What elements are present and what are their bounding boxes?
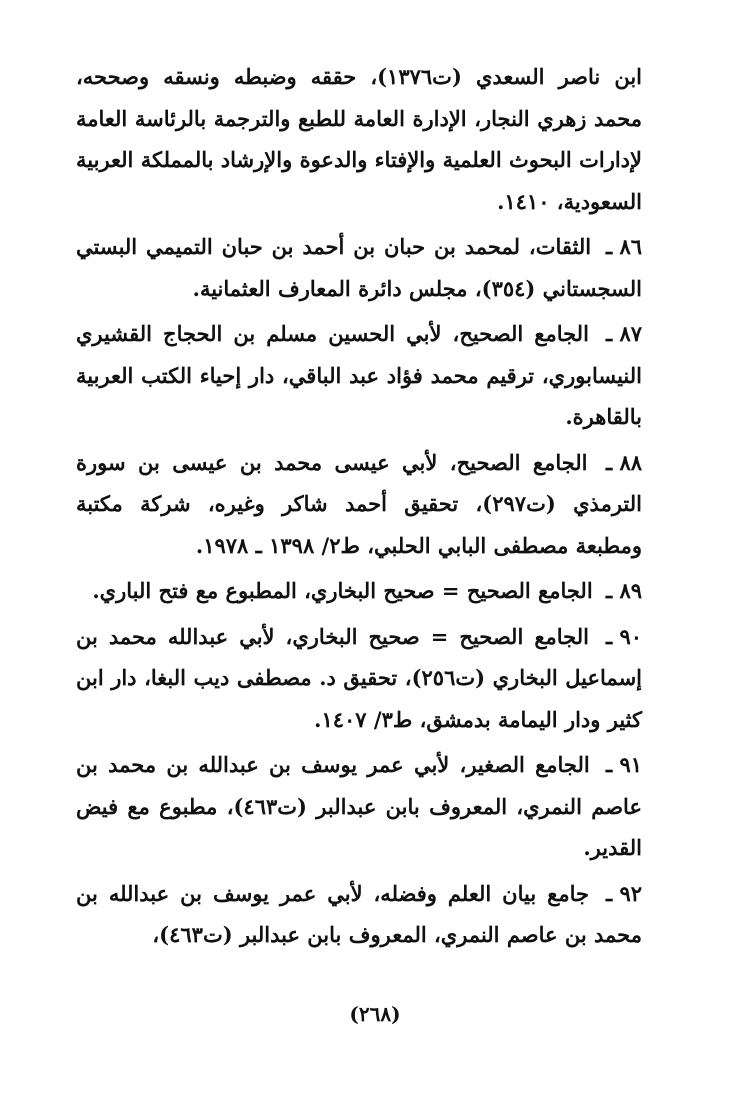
entry-number: ٨٧ ـ xyxy=(605,321,643,346)
bibliography-entry-continuation xyxy=(76,56,642,222)
entry-text: الجامع الصغير، لأبي عمر يوسف بن عبدالله بن محمد بن عاصم النمري، المعروف بابن عبدالبر (ت٤٦٣)، مطبوع مع فيض القدير. xyxy=(76,752,642,860)
entry-number: ٨٨ ـ xyxy=(605,449,642,475)
entry-text: الثقات، لمحمد بن حبان بن أحمد بن حبان التميمي البستي السجستاني (٣٥٤)، مجلس دائرة المعارف العثمانية. xyxy=(76,234,642,301)
bibliography-entry xyxy=(76,570,642,612)
entry-number: ٨٩ ـ xyxy=(605,578,642,603)
entry-text: جامع بيان العلم وفضله، لأبي عمر يوسف بن عبدالله بن محمد بن عاصم النمري، المعروف بابن عبدالبر (ت٤٦٣)، xyxy=(76,880,642,947)
entry-number: ٨٦ ـ xyxy=(605,234,643,259)
entry-text: الجامع الصحيح = صحيح البخاري، لأبي عبدالله محمد بن إسماعيل البخاري (ت٢٥٦)، تحقيق د. مصطفى ديب البغا، دار ابن كثير ودار اليمامة بدمشق، ط٣/ ١٤٠٧. xyxy=(76,623,642,732)
entry-number: ٩٠ ـ xyxy=(605,623,642,649)
entry-text: الجامع الصحيح، لأبي الحسين مسلم بن الحجاج القشيري النيسابوري، ترقيم محمد فؤاد عبد الباقي، دار إحياء الكتب العربية بالقاهرة. xyxy=(76,321,642,429)
page-number: (٢٦٨) xyxy=(349,1002,401,1026)
bibliography-entry xyxy=(76,442,642,567)
entry-number: ٩١ ـ xyxy=(605,752,643,777)
entry-text: الجامع الصحيح، لأبي عيسى محمد بن عيسى بن سورة الترمذي (ت٢٩٧)، تحقيق أحمد شاكر وغيره، شركة مكتبة ومطبعة مصطفى البابي الحلبي، ط٢/ ١٣٩٨ ـ ١٩٧٨. xyxy=(76,449,642,558)
bibliography-entry xyxy=(76,744,642,869)
bibliography-entry xyxy=(76,313,642,438)
bibliography-entry xyxy=(76,616,642,741)
entry-text: ابن ناصر السعدي (ت١٣٧٦)، حققه وضبطه ونسقه وصححه، محمد زهري النجار، الإدارة العامة للطبع والترجمة بالرئاسة العامة لإدارات البحوث العلمية والإفتاء والدعوة والإرشاد بالمملكة العربية السعودية، ١٤١٠. xyxy=(76,64,642,214)
bibliography-text xyxy=(76,56,642,960)
entry-number: ٩٢ ـ xyxy=(605,880,643,906)
bibliography-entry xyxy=(76,226,642,309)
entry-text: الجامع الصحيح = صحيح البخاري، المطبوع مع فتح الباري. xyxy=(92,578,593,603)
bibliography-entry xyxy=(76,873,642,956)
